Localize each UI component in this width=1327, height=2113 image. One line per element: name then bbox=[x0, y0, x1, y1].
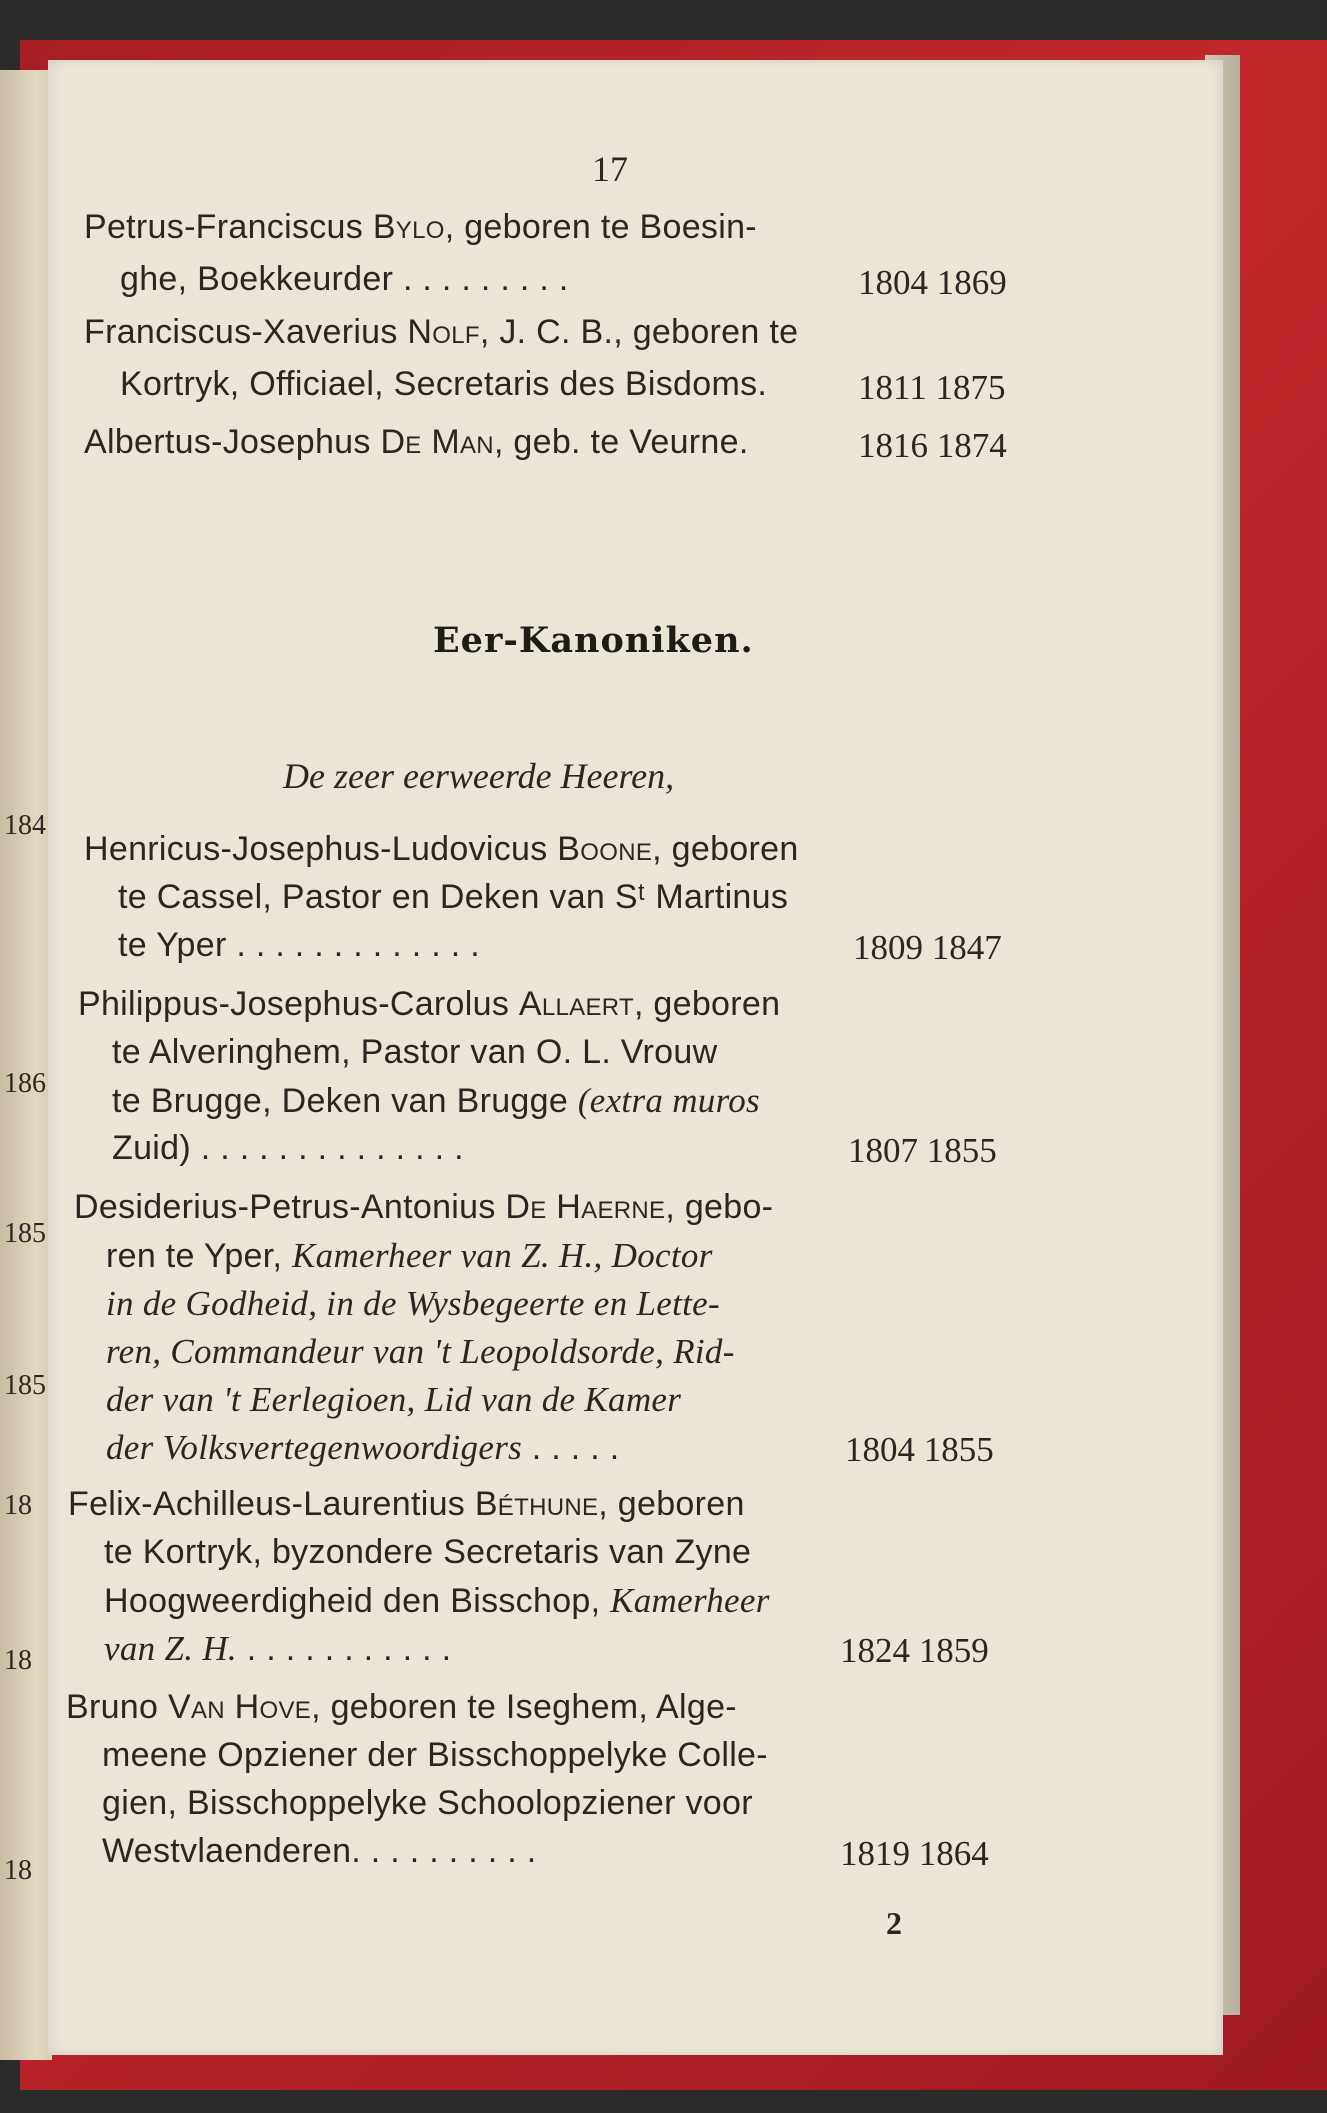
section-heading: Eer-Kanoniken. bbox=[433, 620, 754, 661]
canon-years: 1807 1855 bbox=[848, 1131, 997, 1170]
background-bottom bbox=[0, 2090, 1327, 2113]
canon-line: der van 't Eerlegioen, Lid van de Kamer bbox=[106, 1380, 682, 1419]
entry-surname: De Man bbox=[380, 423, 494, 461]
canon-dots: . . . . . bbox=[522, 1429, 620, 1467]
canon-italic-text: (extra muros bbox=[577, 1081, 760, 1120]
entry-name-line bbox=[84, 423, 749, 462]
canon-name: Henricus-Josephus-Ludovicus bbox=[84, 830, 558, 868]
canon-surname: Béthune bbox=[474, 1485, 599, 1523]
canon-line: in de Godheid, in de Wysbegeerte en Lette- bbox=[106, 1284, 720, 1323]
salutation: De zeer eerweerde Heeren, bbox=[283, 756, 675, 796]
prev-page-fragment: 184 bbox=[4, 810, 46, 841]
canon-italic-text: der Volksvertegenwoordigers bbox=[106, 1428, 523, 1467]
entry-detail: , geb. te Veurne. bbox=[493, 423, 749, 461]
entry-line: ghe, Boekkeurder . . . . . . . . . bbox=[120, 260, 569, 298]
entry-name: Franciscus-Xaverius bbox=[84, 313, 408, 351]
entry-name: Albertus-Josephus bbox=[84, 423, 381, 461]
canon-line bbox=[104, 1581, 770, 1621]
entry-years: 1804 1869 bbox=[858, 263, 1007, 302]
prev-page-fragment: 185 bbox=[4, 1218, 46, 1249]
canon-name: Felix-Achilleus-Laurentius bbox=[68, 1485, 475, 1523]
canon-italic-text: Kamerheer van Z. H., Doctor bbox=[292, 1236, 713, 1275]
canon-line: meene Opziener der Bisschoppelyke Colle- bbox=[102, 1736, 768, 1774]
canon-line: Zuid) . . . . . . . . . . . . . . bbox=[112, 1129, 464, 1167]
canon-line bbox=[106, 1236, 713, 1276]
canon-name-line bbox=[74, 1188, 773, 1227]
canon-line bbox=[106, 1428, 620, 1468]
entry-line: Kortryk, Officiael, Secretaris des Bisdoms. bbox=[120, 365, 768, 403]
canon-name: Philippus-Josephus-Carolus bbox=[78, 985, 519, 1023]
canon-line: te Kortryk, byzondere Secretaris van Zyne bbox=[104, 1533, 752, 1571]
book-page bbox=[48, 60, 1223, 2055]
canon-name: Bruno bbox=[66, 1688, 168, 1726]
canon-years: 1819 1864 bbox=[840, 1834, 989, 1873]
entry-surname: Nolf bbox=[407, 313, 480, 351]
prev-page-fragment: 185 bbox=[4, 1370, 46, 1401]
canon-line: gien, Bisschoppelyke Schoolopziener voor bbox=[102, 1784, 753, 1822]
entry-name: Petrus-Franciscus bbox=[84, 208, 373, 246]
canon-name-line bbox=[68, 1485, 745, 1524]
page-number: 17 bbox=[592, 149, 628, 189]
canon-italic-text: van Z. H. bbox=[104, 1629, 237, 1668]
canon-line: Westvlaenderen. . . . . . . . . . bbox=[102, 1832, 537, 1870]
entry-detail: , geboren te Boesin- bbox=[444, 208, 757, 246]
canon-text: ren te Yper, bbox=[106, 1237, 292, 1275]
prev-page-fragment: 186 bbox=[4, 1068, 46, 1099]
entry-years: 1811 1875 bbox=[858, 368, 1006, 407]
canon-years: 1804 1855 bbox=[845, 1430, 994, 1469]
canon-line: ren, Commandeur van 't Leopoldsorde, Rid- bbox=[106, 1332, 735, 1371]
canon-dots: . . . . . . . . . . . bbox=[236, 1630, 452, 1668]
canon-line: te Alveringhem, Pastor van O. L. Vrouw bbox=[112, 1033, 718, 1071]
prev-page-fragment: 18 bbox=[4, 1490, 32, 1521]
canon-name-line bbox=[66, 1688, 737, 1727]
previous-page-edge bbox=[0, 70, 52, 2060]
canon-name: Desiderius-Petrus-Antonius bbox=[74, 1188, 506, 1226]
entry-surname: Bylo bbox=[372, 208, 445, 246]
canon-years: 1809 1847 bbox=[853, 928, 1002, 967]
canon-name-line bbox=[84, 830, 799, 869]
canon-line bbox=[112, 1081, 760, 1121]
prev-page-fragment: 18 bbox=[4, 1645, 32, 1676]
signature-mark: 2 bbox=[886, 1905, 902, 1941]
canon-years: 1824 1859 bbox=[840, 1631, 989, 1670]
canon-surname: Van Hove bbox=[167, 1688, 312, 1726]
canon-surname: Boone bbox=[557, 830, 653, 868]
canon-detail: , geboren bbox=[652, 830, 799, 868]
canon-line: te Yper . . . . . . . . . . . . . bbox=[118, 926, 480, 964]
entry-years: 1816 1874 bbox=[858, 426, 1007, 465]
canon-text: Hoogweerdigheid den Bisschop, bbox=[104, 1582, 611, 1620]
prev-page-fragment: 18 bbox=[4, 1855, 32, 1886]
canon-surname: De Haerne bbox=[505, 1188, 666, 1226]
background-top bbox=[0, 0, 1327, 40]
canon-detail: , geboren bbox=[633, 985, 781, 1023]
canon-detail: , gebo- bbox=[665, 1188, 774, 1226]
canon-line: te Cassel, Pastor en Deken van Sᵗ Martinus bbox=[118, 878, 789, 916]
entry-name-line bbox=[84, 313, 798, 352]
canon-surname: Allaert bbox=[518, 985, 634, 1023]
canon-text: te Brugge, Deken van Brugge bbox=[112, 1082, 578, 1120]
entry-detail: , J. C. B., geboren te bbox=[479, 313, 799, 351]
canon-detail: , geboren bbox=[598, 1485, 745, 1523]
canon-name-line bbox=[78, 985, 780, 1024]
canon-italic-text: Kamerheer bbox=[610, 1581, 770, 1620]
canon-line bbox=[104, 1629, 451, 1669]
canon-detail: , geboren te Iseghem, Alge- bbox=[311, 1688, 737, 1726]
entry-name-line bbox=[84, 208, 757, 247]
